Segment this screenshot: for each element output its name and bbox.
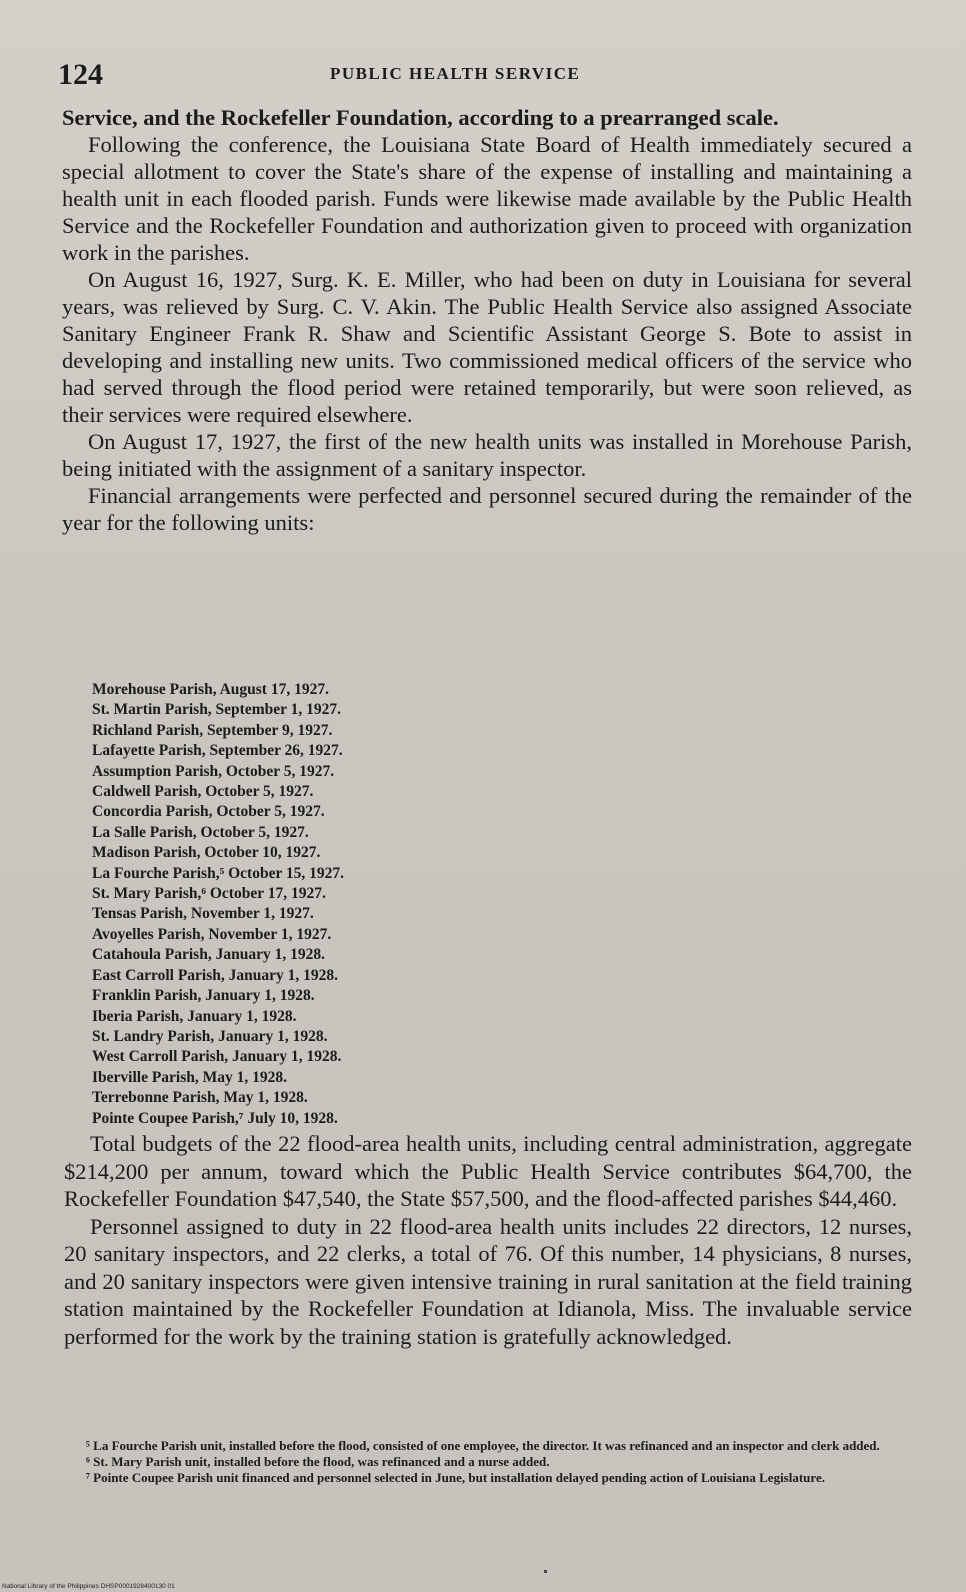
list-item: Concordia Parish, October 5, 1927. — [92, 803, 325, 821]
list-item: Franklin Parish, January 1, 1928. — [92, 987, 315, 1005]
list-item: Terrebonne Parish, May 1, 1928. — [92, 1089, 308, 1107]
paragraph: Service, and the Rockefeller Foundation, according to a prearranged scale. — [62, 105, 779, 130]
list-item: St. Landry Parish, January 1, 1928. — [92, 1027, 328, 1045]
list-item: Tensas Parish, November 1, 1927. — [92, 905, 314, 923]
closing-text — [64, 1130, 912, 1350]
paragraph: Total budgets of the 22 flood-area health units, including central administration, aggregate $214,200 per annum, toward which the Public Health Service contributes $64,700, the Rockefeller Foundation $47,540, the State $57,500, and the flood-affected parishes $44,460. — [64, 1131, 912, 1211]
footnotes — [64, 1438, 914, 1486]
footnote-text: ⁷ Pointe Coupee Parish unit financed and personnel selected in June, but installation delayed pending action of Louisiana Legislature. — [86, 1470, 825, 1485]
paragraph: On August 16, 1927, Surg. K. E. Miller, who had been on duty in Louisiana for several years, was relieved by Surg. C. V. Akin. The Public Health Service also assigned Associate Sanitary Engineer Frank R. Shaw and Scientific Assistant George S. Bote to assist in developing and installing new units. Two commissioned medical officers of the service who had served through the flood period were retained temporarily, but were soon relieved, as their services were required elsewhere. — [62, 267, 912, 427]
footnote — [64, 1438, 914, 1454]
paragraph: Following the conference, the Louisiana State Board of Health immediately secured a special allotment to cover the State's share of the expense of installing and maintaining a health unit in each flooded parish. Funds were likewise made available by the Public Health Service and the Rockefeller Foundation and authorization given to proceed with organization work in the parishes. — [62, 132, 912, 265]
list-item: Madison Parish, October 10, 1927. — [92, 844, 321, 862]
list-item: Avoyelles Parish, November 1, 1927. — [92, 925, 332, 943]
list-item: Catahoula Parish, January 1, 1928. — [92, 946, 325, 964]
list-item: East Carroll Parish, January 1, 1928. — [92, 966, 338, 984]
paragraph: On August 17, 1927, the first of the new health units was installed in Morehouse Parish, being initiated with the assignment of a sanitary inspector. — [62, 429, 912, 481]
list-item: St. Mary Parish,⁶ October 17, 1927. — [92, 885, 326, 903]
body-text — [62, 104, 912, 536]
paragraph: Financial arrangements were perfected and personnel secured during the remainder of the year for the following units: — [62, 483, 912, 535]
list-item: La Salle Parish, October 5, 1927. — [92, 823, 309, 841]
list-item: Pointe Coupee Parish,⁷ July 10, 1928. — [92, 1109, 338, 1127]
list-item: Assumption Parish, October 5, 1927. — [92, 762, 335, 780]
list-item: Lafayette Parish, September 26, 1927. — [92, 742, 343, 760]
scan-stamp: National Library of the Philippines DHSP0001928400130 01 — [2, 1583, 175, 1590]
page-header — [58, 58, 906, 92]
list-item: Caldwell Parish, October 5, 1927. — [92, 783, 314, 801]
list-item: St. Martin Parish, September 1, 1927. — [92, 701, 341, 719]
list-item: Iberville Parish, May 1, 1928. — [92, 1068, 288, 1086]
footnote-text: ⁵ La Fourche Parish unit, installed before the flood, consisted of one employee, the director. It was refinanced and an inspector and clerk added. — [86, 1438, 880, 1453]
paragraph: Personnel assigned to duty in 22 flood-area health units includes 22 directors, 12 nurses, 20 sanitary inspectors, and 22 clerks, a total of 76. Of this number, 14 physicians, 8 nurses, and 20 sanitary inspectors were given intensive training in rural sanitation at the field training station maintained by the Rockefeller Foundation at Idianola, Miss. The invaluable service performed for the work by the training station is gratefully acknowledged. — [64, 1213, 912, 1349]
footnote — [64, 1470, 914, 1486]
footnote-text: ⁶ St. Mary Parish unit, installed before the flood, was refinanced and a nurse added. — [86, 1454, 550, 1469]
scan-speck — [544, 1570, 547, 1573]
list-item: La Fourche Parish,⁵ October 15, 1927. — [92, 864, 345, 882]
footnote — [64, 1454, 914, 1470]
unit-list — [92, 680, 612, 1129]
list-item: Richland Parish, September 9, 1927. — [92, 721, 333, 739]
list-item: Iberia Parish, January 1, 1928. — [92, 1007, 297, 1025]
list-item: West Carroll Parish, January 1, 1928. — [92, 1048, 342, 1066]
running-head: PUBLIC HEALTH SERVICE — [330, 64, 581, 83]
page-number: 124 — [58, 58, 103, 91]
list-item: Morehouse Parish, August 17, 1927. — [92, 681, 329, 698]
